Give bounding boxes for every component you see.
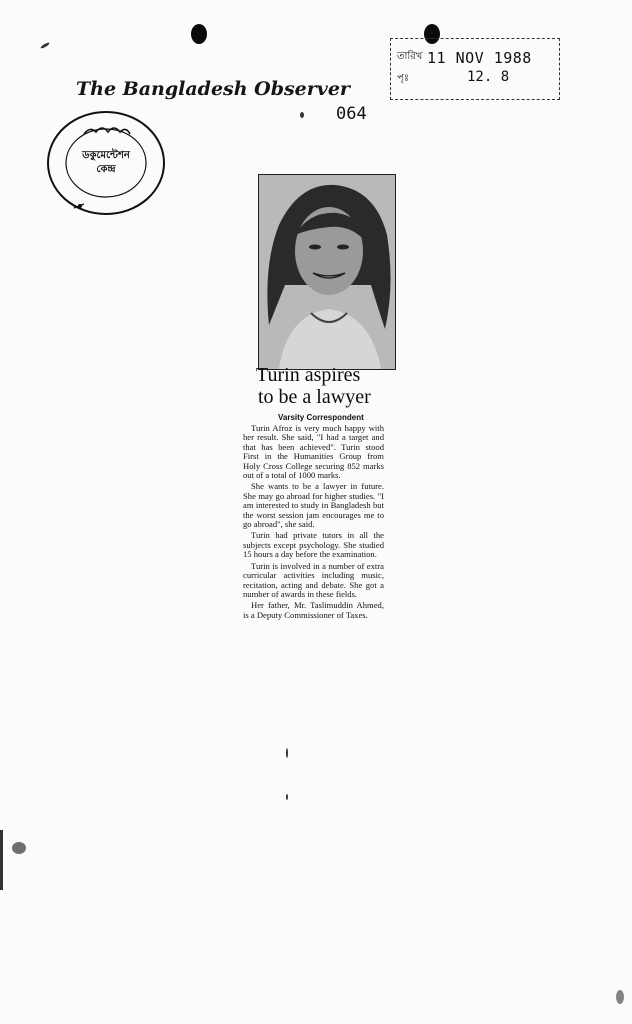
stamp-ref-label: পৃঃ [397,73,410,84]
portrait-icon [259,175,395,369]
scan-speck [12,842,26,854]
seal-center-top: ডকুমেন্টেশন [82,150,130,161]
stamp-date-label: তারিখ [397,51,423,62]
page-number: 064 [336,104,367,124]
scan-speck [0,830,3,890]
article-headline [256,364,396,408]
documentation-seal [44,108,168,218]
stamp-date: 11 NOV 1988 [427,49,532,67]
punch-hole-left [191,24,207,44]
scan-speck [300,112,304,118]
article-paragraph: Turin is involved in a number of extra curricular activities including music, recitation, acting and debate. She got a number of awards in these fields. [243,560,384,599]
seal-center-bottom: কেন্দ্র [96,164,116,175]
scan-speck [616,990,624,1004]
article-body [243,424,384,622]
article-paragraph: Her father, Mr. Taslimuddin Ahmed, is a Deputy Commissioner of Taxes. [243,600,384,620]
scan-speck [286,748,288,758]
article-paragraph: Turin Afroz is very much happy with her result. She said, "I had a target and that has been achieved". Turin stood First in the Humanities Group from Holy Cross College securing 852 marks out of a total of 1000 marks. [243,423,384,481]
scan-speck [286,794,288,800]
stamp-ref: 12. 8 [467,69,510,85]
scan-speck [40,42,50,50]
date-stamp [390,38,560,100]
newspaper-masthead: The Bangladesh Observer [76,78,350,100]
article-paragraph: She wants to be a lawyer in future. She may go abroad for higher studies. "I am interested to study in Bangladesh but the worst session jam encourages me to go abroad", she said. [243,481,384,530]
article-byline: Varsity Correspondent [278,413,364,422]
headline-line-2: to be a lawyer [258,386,371,408]
portrait-photo [258,174,396,370]
headline-line-1: Turin aspires [256,364,361,386]
article-paragraph: Turin had private tutors in all the subjects except psychology. She studied 15 hours a day before the examination. [243,530,384,560]
